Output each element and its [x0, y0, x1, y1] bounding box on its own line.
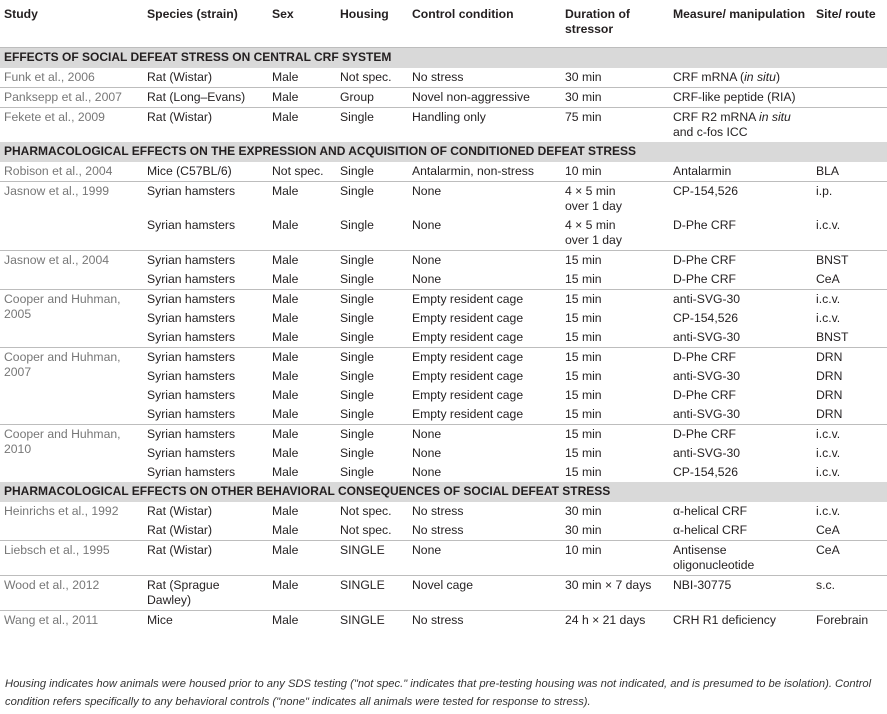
species-cell: Syrian hamsters [143, 289, 268, 309]
duration-cell: 15 min [565, 406, 602, 421]
table-body [0, 47, 887, 630]
table-row [0, 540, 887, 575]
control-cell: No stress [412, 522, 464, 537]
housing-cell: Single [340, 406, 374, 421]
measure-cell: anti-SVG-30 [673, 406, 741, 421]
study-cell: Jasnow et al., 2004 [0, 250, 143, 289]
study-cell: Panksepp et al., 2007 [0, 87, 143, 107]
table-row [0, 162, 887, 182]
duration-cell: 30 min [565, 522, 602, 537]
control-cell: Novel cage [408, 575, 561, 610]
species-cell: Syrian hamsters [143, 347, 268, 367]
species-cell: Syrian hamsters [143, 250, 268, 270]
header-housing: Housing [336, 0, 408, 47]
species-cell: Syrian hamsters [147, 310, 236, 325]
site-cell: DRN [816, 387, 843, 402]
control-cell: None [408, 181, 561, 216]
species-cell: Rat (Long–Evans) [143, 87, 268, 107]
duration-cell: 15 min [565, 387, 602, 402]
housing-cell: Single [340, 464, 374, 479]
study-cell: Jasnow et al., 1999 [0, 181, 143, 250]
duration-cell: 4 × 5 min over 1 day [561, 181, 669, 216]
control-cell: Empty resident cage [412, 406, 524, 421]
housing-cell: Single [340, 368, 374, 383]
duration-cell: 15 min [565, 464, 602, 479]
sex-cell: Male [272, 503, 299, 518]
duration-cell: 15 min [565, 368, 602, 383]
duration-cell: 15 min [561, 289, 669, 309]
control-cell: None [412, 217, 442, 232]
species-cell: Syrian hamsters [143, 181, 268, 216]
species-cell: Syrian hamsters [147, 464, 236, 479]
sex-cell: Male [268, 575, 336, 610]
measure-cell: NBI-30775 [669, 575, 812, 610]
site-cell: BLA [816, 163, 840, 178]
sex-cell: Male [268, 424, 336, 444]
measure-cell: anti-SVG-30 [673, 368, 741, 383]
species-cell: Mice [143, 610, 268, 630]
control-cell: Novel non-aggressive [408, 87, 561, 107]
sex-cell: Male [272, 329, 299, 344]
header-measure: Measure/ manipulation [669, 0, 812, 47]
measure-cell: D-Phe CRF [669, 250, 812, 270]
housing-cell: Single [340, 217, 374, 232]
species-cell: Mice (C57BL/6) [147, 163, 232, 178]
site-cell: CeA [812, 540, 887, 575]
duration-cell: 24 h × 21 days [561, 610, 669, 630]
site-cell [812, 107, 887, 142]
housing-cell: Single [336, 424, 408, 444]
study-cell: Heinrichs et al., 1992 [4, 503, 119, 518]
site-cell [812, 87, 887, 107]
table-row [0, 502, 887, 521]
measure-cell: Antisense oligonucleotide [669, 540, 812, 575]
duration-cell: 15 min [565, 310, 602, 325]
housing-cell: Single [336, 250, 408, 270]
header-row [0, 0, 887, 47]
site-cell: i.c.v. [816, 310, 841, 325]
control-cell: No stress [412, 503, 464, 518]
table-row [0, 250, 887, 270]
housing-cell: Single [340, 163, 374, 178]
site-cell [812, 68, 887, 88]
measure-cell: α-helical CRF [673, 522, 748, 537]
table-row [0, 181, 887, 216]
study-cell: Robison et al., 2004 [4, 163, 113, 178]
housing-cell: Single [340, 387, 374, 402]
control-cell: None [408, 540, 561, 575]
study-cell: Cooper and Huhman, 2007 [0, 347, 143, 424]
site-cell: BNST [816, 329, 849, 344]
site-cell: Forebrain [812, 610, 887, 630]
measure-cell: D-Phe CRF [669, 347, 812, 367]
header-control: Control condition [408, 0, 561, 47]
section-header-row [0, 142, 887, 162]
footnote: Housing indicates how animals were housed prior to any SDS testing ("not spec." indicates that pre-testing housing was not indicated, and is presumed to be isolation). Control condition refers specifically to any behavioral controls ("none" indicates all animals were tested for response to stress). [5, 678, 872, 708]
duration-cell: 15 min [561, 424, 669, 444]
section-title: PHARMACOLOGICAL EFFECTS ON THE EXPRESSION AND ACQUISITION OF CONDITIONED DEFEAT STRESS [0, 142, 887, 162]
measure-cell: D-Phe CRF [669, 424, 812, 444]
study-cell: Cooper and Huhman, 2010 [0, 424, 143, 482]
sex-cell: Not spec. [272, 163, 324, 178]
site-cell: i.c.v. [816, 464, 841, 479]
species-cell: Syrian hamsters [147, 445, 236, 460]
species-cell: Syrian hamsters [147, 387, 236, 402]
control-cell: Empty resident cage [412, 310, 524, 325]
species-cell: Rat (Wistar) [147, 522, 212, 537]
control-cell: None [408, 424, 561, 444]
control-cell: Empty resident cage [408, 289, 561, 309]
table-row [0, 610, 887, 630]
species-cell: Syrian hamsters [143, 424, 268, 444]
header-sex: Sex [268, 0, 336, 47]
control-cell: None [412, 445, 442, 460]
housing-cell: Single [336, 107, 408, 142]
sex-cell: Male [272, 387, 299, 402]
section-header-row [0, 482, 887, 502]
duration-cell: 15 min [561, 347, 669, 367]
site-cell: DRN [816, 406, 843, 421]
table-row [0, 68, 887, 88]
housing-cell: Single [336, 347, 408, 367]
duration-cell: 30 min × 7 days [561, 575, 669, 610]
measure-cell: CRH R1 deficiency [669, 610, 812, 630]
housing-cell: Not spec. [340, 522, 392, 537]
housing-cell: Single [340, 310, 374, 325]
duration-cell: 15 min [565, 445, 602, 460]
control-cell: None [412, 271, 442, 286]
site-cell: CeA [816, 271, 840, 286]
measure-cell: CP-154,526 [673, 310, 739, 325]
housing-cell: Single [340, 445, 374, 460]
sex-cell: Male [268, 347, 336, 367]
housing-cell: Not spec. [340, 503, 392, 518]
duration-cell: 15 min [561, 250, 669, 270]
duration-cell: 10 min [561, 540, 669, 575]
measure-cell: CRF mRNA (in situ) [673, 69, 780, 84]
measure-cell: Antalarmin [673, 163, 732, 178]
table-row [0, 87, 887, 107]
sex-cell: Male [268, 250, 336, 270]
species-cell: Syrian hamsters [147, 271, 236, 286]
species-cell: Syrian hamsters [147, 368, 236, 383]
sex-cell: Male [268, 107, 336, 142]
sex-cell: Male [272, 69, 299, 84]
housing-cell: SINGLE [336, 610, 408, 630]
site-cell: i.c.v. [816, 217, 841, 232]
species-cell: Syrian hamsters [147, 217, 236, 232]
housing-cell: Single [336, 289, 408, 309]
table-row [0, 575, 887, 610]
sex-cell: Male [272, 445, 299, 460]
control-cell: None [412, 464, 442, 479]
duration-cell: 15 min [565, 271, 602, 286]
sex-cell: Male [268, 610, 336, 630]
duration-cell: 75 min [561, 107, 669, 142]
header-species: Species (strain) [143, 0, 268, 47]
housing-cell: SINGLE [336, 575, 408, 610]
control-cell: Antalarmin, non-stress [412, 163, 534, 178]
control-cell: Handling only [408, 107, 561, 142]
measure-cell: anti-SVG-30 [673, 329, 741, 344]
measure-cell: anti-SVG-30 [673, 445, 741, 460]
duration-cell: 30 min [561, 87, 669, 107]
measure-cell: D-Phe CRF [673, 271, 736, 286]
duration-cell: 30 min [565, 69, 602, 84]
section-header-row [0, 47, 887, 68]
species-cell: Rat (Sprague Dawley) [143, 575, 268, 610]
housing-cell: Single [336, 181, 408, 216]
table-row [0, 347, 887, 367]
sex-cell: Male [272, 522, 299, 537]
control-cell: Empty resident cage [412, 368, 524, 383]
measure-cell: anti-SVG-30 [669, 289, 812, 309]
site-cell: i.c.v. [812, 289, 887, 309]
sex-cell: Male [272, 271, 299, 286]
section-title: EFFECTS OF SOCIAL DEFEAT STRESS ON CENTRAL CRF SYSTEM [0, 47, 887, 68]
site-cell: DRN [816, 368, 843, 383]
site-cell: i.c.v. [816, 503, 841, 518]
sex-cell: Male [272, 406, 299, 421]
study-cell: Funk et al., 2006 [4, 69, 95, 84]
sex-cell: Male [268, 181, 336, 216]
study-cell: Wood et al., 2012 [0, 575, 143, 610]
duration-cell: 10 min [565, 163, 602, 178]
housing-cell: Single [340, 329, 374, 344]
table-row [0, 107, 887, 142]
sex-cell: Male [268, 540, 336, 575]
sex-cell: Male [268, 289, 336, 309]
measure-cell: CP-154,526 [669, 181, 812, 216]
sex-cell: Male [272, 217, 299, 232]
species-cell: Rat (Wistar) [143, 107, 268, 142]
duration-cell: 30 min [565, 503, 602, 518]
control-cell: Empty resident cage [412, 329, 524, 344]
control-cell: No stress [412, 69, 464, 84]
measure-cell: D-Phe CRF [673, 217, 736, 232]
sex-cell: Male [268, 87, 336, 107]
header-site: Site/ route [812, 0, 887, 47]
control-cell: Empty resident cage [412, 387, 524, 402]
study-cell: Wang et al., 2011 [0, 610, 143, 630]
species-cell: Rat (Wistar) [147, 69, 212, 84]
site-cell: DRN [812, 347, 887, 367]
site-cell: i.p. [812, 181, 887, 216]
header-study: Study [0, 0, 143, 47]
table-row [0, 289, 887, 309]
duration-cell: 15 min [565, 329, 602, 344]
site-cell: BNST [812, 250, 887, 270]
control-cell: No stress [408, 610, 561, 630]
sex-cell: Male [272, 368, 299, 383]
measure-cell: D-Phe CRF [673, 387, 736, 402]
site-cell: CeA [816, 522, 840, 537]
study-cell: Liebsch et al., 1995 [0, 540, 143, 575]
study-cell: Cooper and Huhman, 2005 [0, 289, 143, 347]
species-cell: Rat (Wistar) [143, 540, 268, 575]
section-title: PHARMACOLOGICAL EFFECTS ON OTHER BEHAVIORAL CONSEQUENCES OF SOCIAL DEFEAT STRESS [0, 482, 887, 502]
sex-cell: Male [272, 464, 299, 479]
site-cell: i.c.v. [816, 445, 841, 460]
site-cell: s.c. [812, 575, 887, 610]
study-cell: Fekete et al., 2009 [0, 107, 143, 142]
measure-cell: CRF R2 mRNA in situ and c-fos ICC [669, 107, 812, 142]
measure-cell: CRF-like peptide (RIA) [669, 87, 812, 107]
table-row [0, 424, 887, 444]
duration-cell: 4 × 5 min over 1 day [565, 217, 622, 247]
measure-cell: α-helical CRF [673, 503, 748, 518]
site-cell: i.c.v. [812, 424, 887, 444]
species-cell: Rat (Wistar) [147, 503, 212, 518]
housing-cell: SINGLE [336, 540, 408, 575]
species-cell: Syrian hamsters [147, 329, 236, 344]
housing-cell: Not spec. [340, 69, 392, 84]
control-cell: None [408, 250, 561, 270]
control-cell: Empty resident cage [408, 347, 561, 367]
housing-cell: Single [340, 271, 374, 286]
header-duration: Duration of stressor [561, 0, 669, 47]
measure-cell: CP-154,526 [673, 464, 739, 479]
housing-cell: Group [336, 87, 408, 107]
species-cell: Syrian hamsters [147, 406, 236, 421]
sex-cell: Male [272, 310, 299, 325]
